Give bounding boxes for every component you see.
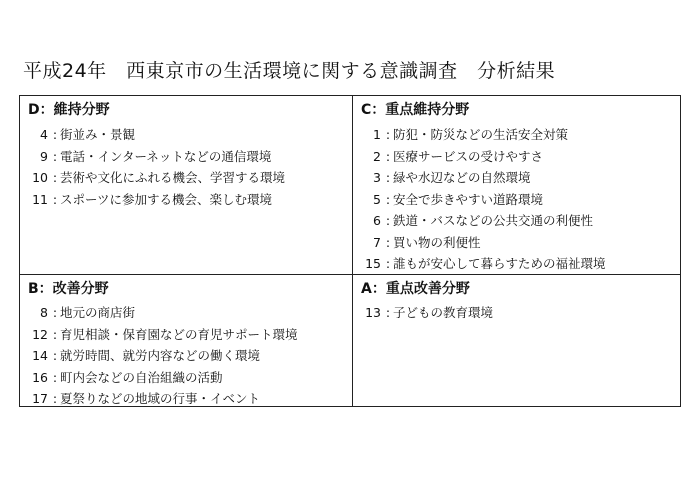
quadrant-title: C：重点維持分野 (361, 102, 470, 118)
item-number: 3 (373, 170, 381, 185)
list-item: 1 : 防犯・防災などの生活安全対策 (353, 124, 606, 146)
quadrant-title: D：維持分野 (28, 102, 110, 118)
list-item: 17 : 夏祭りなどの地域の行事・イベント (20, 388, 298, 410)
item-number: 16 (32, 369, 48, 385)
quadrant-item-list (20, 302, 298, 410)
item-label: 誰もが安心して暮らすための福祉環境 (393, 256, 606, 271)
item-label: 子どもの教育環境 (393, 305, 494, 320)
item-number: 12 (32, 326, 48, 342)
item-number: 8 (40, 305, 48, 320)
item-number: 6 (373, 213, 381, 228)
quadrant-b-improve (20, 275, 352, 407)
list-item: 6 : 鉄道・バスなどの公共交通の利便性 (353, 210, 606, 232)
item-number: 7 (373, 234, 381, 250)
item-number: 2 (373, 148, 381, 164)
list-item: 8 : 地元の商店街 (20, 302, 298, 324)
item-label: 防犯・防災などの生活安全対策 (393, 127, 569, 142)
item-number: 9 (40, 148, 48, 164)
item-label: 電話・インターネットなどの通信環境 (60, 148, 272, 164)
list-item: 7 : 買い物の利便性 (353, 232, 606, 254)
quadrant-item-list (353, 124, 606, 275)
quadrant-item-list (353, 302, 493, 324)
item-label: 医療サービスの受けやすさ (393, 148, 544, 164)
item-label: 緑や水辺などの自然環境 (393, 170, 531, 185)
quadrant-d-maintain (20, 96, 352, 274)
item-number: 10 (32, 170, 48, 185)
item-label: 夏祭りなどの地域の行事・イベント (60, 391, 261, 406)
list-item: 10 : 芸術や文化にふれる機会、学習する環境 (20, 167, 285, 189)
list-item: 15 : 誰もが安心して暮らすための福祉環境 (353, 253, 606, 275)
list-item: 5 : 安全で歩きやすい道路環境 (353, 189, 606, 211)
list-item: 4 : 街並み・景観 (20, 124, 285, 146)
item-label: 就労時間、就労内容などの働く環境 (60, 348, 261, 363)
item-label: 安全で歩きやすい道路環境 (393, 191, 544, 207)
item-number: 11 (32, 191, 48, 207)
item-label: 街並み・景観 (60, 127, 136, 142)
item-label: 買い物の利便性 (393, 234, 481, 250)
item-number: 17 (32, 391, 48, 406)
item-number: 1 (373, 127, 381, 142)
list-item: 2 : 医療サービスの受けやすさ (353, 146, 606, 168)
page-title: 平成24年 西東京市の生活環境に関する意識調査 分析結果 (23, 60, 556, 82)
item-label: 地元の商店街 (60, 305, 136, 320)
item-label: 芸術や文化にふれる機会、学習する環境 (60, 170, 286, 185)
list-item: 11 : スポーツに参加する機会、楽しむ環境 (20, 189, 285, 211)
list-item: 16 : 町内会などの自治組織の活動 (20, 367, 298, 389)
quadrant-title: B：改善分野 (28, 281, 109, 297)
item-number: 5 (373, 191, 381, 207)
analysis-matrix (19, 95, 681, 407)
item-number: 4 (40, 127, 48, 142)
item-number: 15 (365, 256, 381, 271)
list-item: 14 : 就労時間、就労内容などの働く環境 (20, 345, 298, 367)
item-label: スポーツに参加する機会、楽しむ環境 (60, 191, 273, 207)
item-label: 町内会などの自治組織の活動 (60, 369, 223, 385)
item-label: 鉄道・バスなどの公共交通の利便性 (393, 213, 594, 228)
list-item: 12 : 育児相談・保育園などの育児サポート環境 (20, 324, 298, 346)
quadrant-a-priority-improve (353, 275, 681, 407)
item-label: 育児相談・保育園などの育児サポート環境 (60, 326, 298, 342)
quadrant-c-priority-maintain (353, 96, 681, 274)
item-number: 14 (32, 348, 48, 363)
quadrant-title: A：重点改善分野 (361, 281, 470, 297)
list-item: 13 : 子どもの教育環境 (353, 302, 493, 324)
item-number: 13 (365, 305, 381, 320)
quadrant-item-list (20, 124, 285, 210)
list-item: 3 : 緑や水辺などの自然環境 (353, 167, 606, 189)
list-item: 9 : 電話・インターネットなどの通信環境 (20, 146, 285, 168)
